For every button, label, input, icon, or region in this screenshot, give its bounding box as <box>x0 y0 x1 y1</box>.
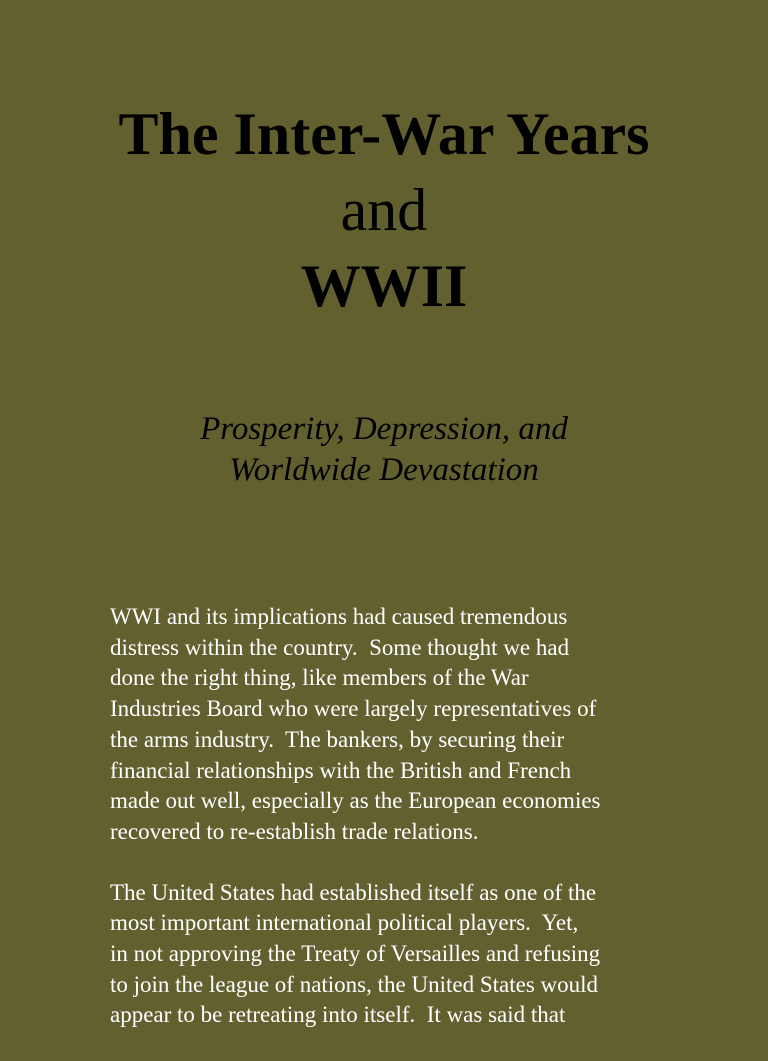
title-block <box>0 96 768 324</box>
paragraph-line: recovered to re-establish trade relations. <box>110 818 479 844</box>
paragraph-line: WWI and its implications had caused tremendous <box>110 604 568 629</box>
paragraph-line: The United States had established itself as one of the <box>110 879 597 905</box>
paragraph-line: made out well, especially as the European economies <box>110 788 601 814</box>
paragraph-1 <box>110 602 670 848</box>
paragraph-line: Industries Board who were largely representatives of <box>110 696 597 722</box>
title-line-3: WWII <box>300 253 468 319</box>
subtitle <box>0 409 768 491</box>
title-line-1: The Inter-War Years <box>118 101 650 167</box>
paragraph-line: in not approving the Treaty of Versailles and refusing <box>110 941 601 967</box>
paragraph-line: to join the league of nations, the United States would <box>110 971 599 997</box>
paragraph-line: the arms industry. The bankers, by securing their <box>110 726 565 752</box>
subtitle-line-1: Prosperity, Depression, and <box>200 411 568 447</box>
paragraph-line: appear to be retreating into itself. It was said that <box>110 1002 566 1028</box>
paragraph-2 <box>110 878 670 1032</box>
paragraph-line: distress within the country. Some thought we had <box>110 634 570 660</box>
title-line-2: and <box>340 177 428 243</box>
paragraph-line: most important international political players. Yet, <box>110 910 579 936</box>
body-text <box>110 602 670 1061</box>
paragraph-line: financial relationships with the British and French <box>110 757 572 783</box>
paragraph-line: done the right thing, like members of the War <box>110 665 529 691</box>
subtitle-line-2: Worldwide Devastation <box>229 452 539 488</box>
